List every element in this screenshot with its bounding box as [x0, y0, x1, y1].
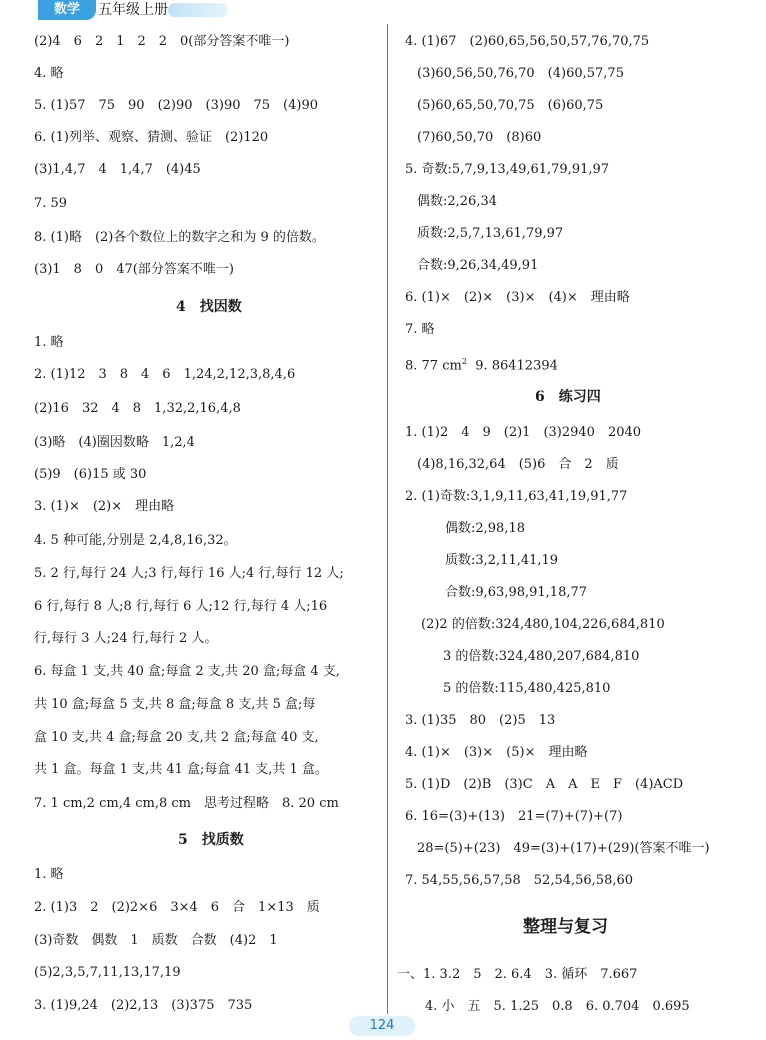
answer-line: 1. 略	[34, 867, 64, 882]
answer-line: (5)2,3,5,7,11,13,17,19	[34, 965, 181, 980]
answer-line: 质数:2,5,7,13,61,79,97	[417, 226, 564, 241]
answer-line: 盒 10 支,共 4 盒;每盒 20 支,共 2 盒;每盒 40 支,	[34, 730, 319, 745]
answer-line: (2)2 的倍数:324,480,104,226,684,810	[421, 617, 665, 632]
answer-line: 8. (1)略 (2)各个数位上的数字之和为 9 的倍数。	[34, 230, 325, 245]
answer-line: 5. (1)57 75 90 (2)90 (3)90 75 (4)90	[34, 98, 318, 113]
answer-line: (2)4 6 2 1 2 2 0(部分答案不唯一)	[34, 34, 290, 49]
section-title: 5 找质数	[178, 832, 244, 848]
answer-line: 5 的倍数:115,480,425,810	[443, 681, 611, 696]
section-title: 6 练习四	[535, 389, 601, 405]
answer-line: 1. 略	[34, 335, 64, 350]
answer-line: 3. (1)× (2)× 理由略	[34, 499, 175, 514]
answer-line: 质数:3,2,11,41,19	[445, 553, 559, 568]
answer-text: 8. 77 cm	[405, 358, 462, 374]
answer-line: 6. (1)列举、观察、猜测、验证 (2)120	[34, 130, 269, 145]
answer-line: 5. (1)D (2)B (3)C A A E F (4)ACD	[405, 777, 684, 792]
answer-line: (4)8,16,32,64 (5)6 合 2 质	[417, 457, 619, 472]
answer-line: 7. 54,55,56,57,58 52,54,56,58,60	[405, 873, 634, 888]
answer-line: 共 1 盒。每盒 1 支,共 41 盒;每盒 41 支,共 1 盒。	[34, 762, 328, 777]
answer-line: (5)9 (6)15 或 30	[34, 467, 147, 482]
answer-line: 4. (1)× (3)× (5)× 理由略	[405, 745, 588, 760]
answer-line: 4. (1)67 (2)60,65,56,50,57,76,70,75	[405, 34, 650, 49]
answer-line: 偶数:2,98,18	[445, 521, 525, 536]
answer-line: (3)1 8 0 47(部分答案不唯一)	[34, 262, 234, 277]
answer-line: 一、1. 3.2 5 2. 6.4 3. 循环 7.667	[397, 967, 638, 982]
answer-line: 3 的倍数:324,480,207,684,810	[443, 649, 640, 664]
answer-line: 合数:9,63,98,91,18,77	[445, 585, 588, 600]
answer-line: 4. 5 种可能,分别是 2,4,8,16,32。	[34, 533, 237, 548]
answer-line: 5. 奇数:5,7,9,13,49,61,79,91,97	[405, 162, 610, 177]
answer-line: 6. 每盒 1 支,共 40 盒;每盒 2 支,共 20 盒;每盒 4 支,	[34, 664, 340, 679]
answer-line: 7. 59	[34, 196, 68, 211]
answer-line: 2. (1)12 3 8 4 6 1,24,2,12,3,8,4,6	[34, 367, 296, 382]
answer-line: (3)1,4,7 4 1,4,7 (4)45	[34, 162, 201, 177]
grade-label: 五年级上册	[98, 2, 168, 18]
header-decoration	[168, 3, 228, 17]
subject-badge: 数学	[38, 0, 96, 20]
answer-line: 3. (1)35 80 (2)5 13	[405, 713, 556, 728]
answer-line: 共 10 盒;每盒 5 支,共 8 盒;每盒 8 支,共 5 盒;每	[34, 697, 316, 712]
answer-line: 5. 2 行,每行 24 人;3 行,每行 16 人;4 行,每行 12 人;	[34, 566, 344, 581]
superscript: 2	[461, 357, 467, 366]
column-divider	[387, 24, 388, 1014]
answer-line: 6. 16=(3)+(13) 21=(7)+(7)+(7)	[405, 809, 623, 824]
answer-line: 7. 1 cm,2 cm,4 cm,8 cm 思考过程略 8. 20 cm	[34, 796, 339, 811]
answer-line: 3. (1)9,24 (2)2,13 (3)375 735	[34, 998, 253, 1013]
answer-line: 行,每行 3 人;24 行,每行 2 人。	[34, 631, 218, 646]
page-header	[0, 0, 766, 22]
answer-line: 1. (1)2 4 9 (2)1 (3)2940 2040	[405, 425, 642, 440]
review-title: 整理与复习	[523, 917, 608, 937]
answer-line	[405, 353, 558, 375]
answer-text: 9. 86412394	[475, 358, 558, 374]
answer-line: 7. 略	[405, 322, 435, 337]
answer-line: 2. (1)奇数:3,1,9,11,63,41,19,91,77	[405, 489, 628, 504]
answer-line: (3)略 (4)圈因数略 1,2,4	[34, 435, 195, 450]
answer-line: (3)奇数 偶数 1 质数 合数 (4)2 1	[34, 933, 278, 948]
answer-line: (7)60,50,70 (8)60	[417, 130, 542, 145]
answer-line: 28=(5)+(23) 49=(3)+(17)+(29)(答案不唯一)	[417, 841, 710, 856]
answer-line: 2. (1)3 2 (2)2×6 3×4 6 合 1×13 质	[34, 900, 320, 915]
answer-line: 6. (1)× (2)× (3)× (4)× 理由略	[405, 290, 630, 305]
page-number: 124	[349, 1016, 415, 1036]
answer-line: 6 行,每行 8 人;8 行,每行 6 人;12 行,每行 4 人;16	[34, 599, 328, 614]
section-title: 4 找因数	[176, 299, 242, 315]
answer-line: 4. 小 五 5. 1.25 0.8 6. 0.704 0.695	[425, 999, 690, 1014]
answer-line: (5)60,65,50,70,75 (6)60,75	[417, 98, 604, 113]
answer-line: 偶数:2,26,34	[417, 194, 497, 209]
answer-line: (3)60,56,50,76,70 (4)60,57,75	[417, 66, 624, 81]
answer-line: (2)16 32 4 8 1,32,2,16,4,8	[34, 401, 241, 416]
answer-line: 4. 略	[34, 66, 64, 81]
answer-line: 合数:9,26,34,49,91	[417, 258, 539, 273]
